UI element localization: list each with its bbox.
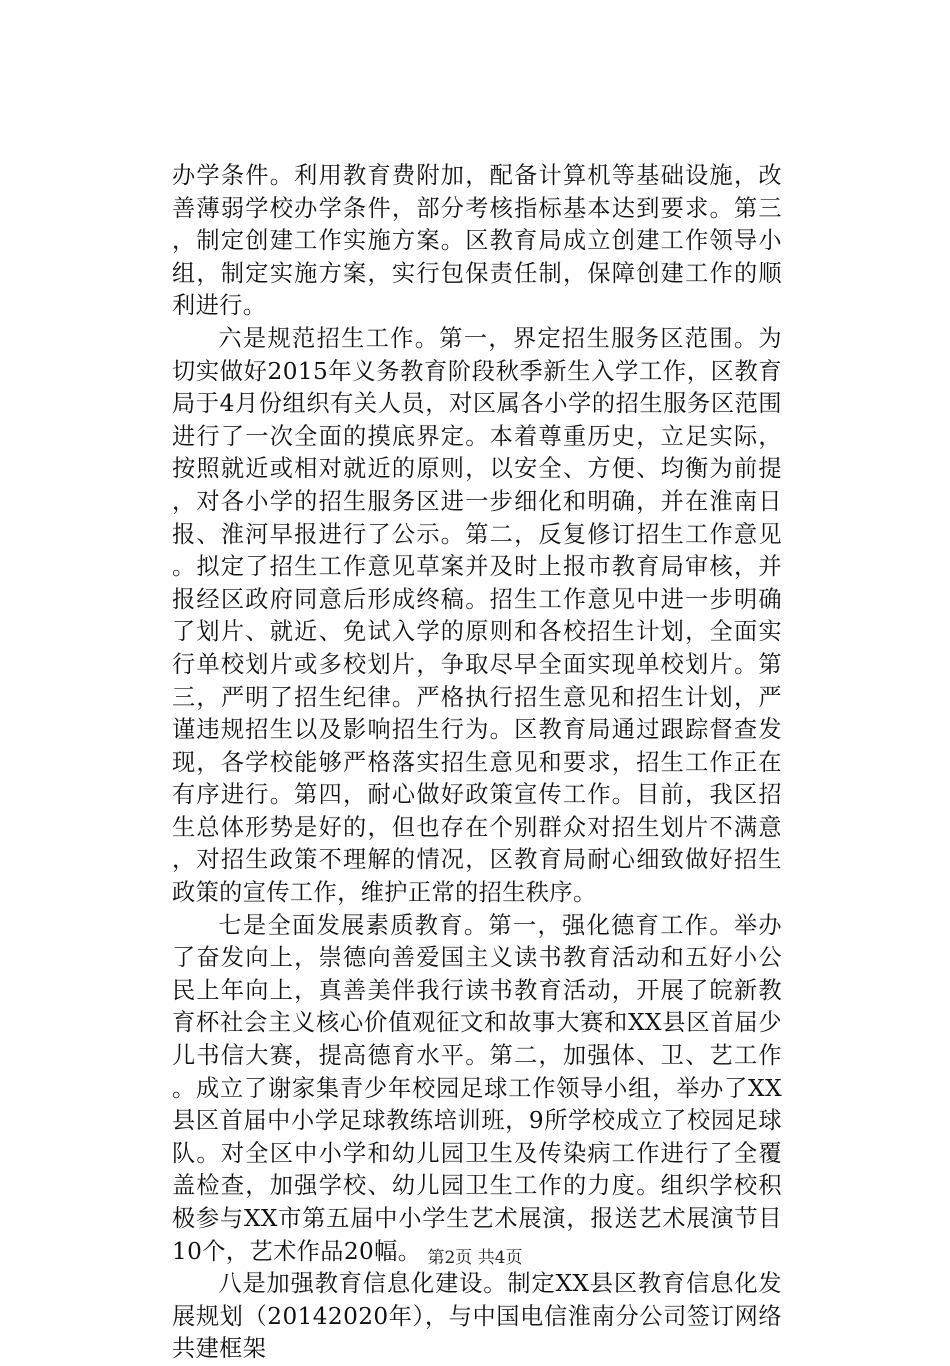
paragraph-1: 办学条件。利用教育费附加，配备计算机等基础设施，改善薄弱学校办学条件，部分考核指标基本达到要求。第三，制定创建工作实施方案。区教育局成立创建工作领导小组，制定实施方案，实行包保责任制，保障创建工作的顺利进行。 <box>172 162 782 320</box>
page-footer: 第2页 共4页 <box>427 1248 523 1268</box>
document-body <box>172 160 782 1366</box>
paragraph-2: 六是规范招生工作。第一，界定招生服务区范围。为切实做好2015年义务教育阶段秋季新生入学工作，区教育局于4月份组织有关人员，对区属各小学的招生服务区范围进行了一次全面的摸底界定。本着尊重历史，立足实际，按照就近或相对就近的原则，以安全、方便、均衡为前提，对各小学的招生服务区进一步细化和明确，并在淮南日报、淮河早报进行了公示。第二，反复修订招生工作意见。拟定了招生工作意见草案并及时上报市教育局审核，并报经区政府同意后形成终稿。招生工作意见中进一步明确了划片、就近、免试入学的原则和各校招生计划，全面实行单校划片或多校划片，争取尽早全面实现单校划片。第三，严明了招生纪律。严格执行招生意见和招生计划，严谨违规招生以及影响招生行为。区教育局通过跟踪督查发现，各学校能够严格落实招生意见和要求，招生工作正在有序进行。第四，耐心做好政策宣传工作。目前，我区招生总体形势是好的，但也存在个别群众对招生划片不满意，对招生政策不理解的情况，区教育局耐心细致做好招生政策的宣传工作，维护正常的招生秩序。 <box>172 324 782 907</box>
paragraph-3: 七是全面发展素质教育。第一，强化德育工作。举办了奋发向上，崇德向善爱国主义读书教育活动和五好小公民上年向上，真善美伴我行读书教育活动，开展了皖新教育杯社会主义核心价值观征文和故事大赛和XX县区首届少儿书信大赛，提高德育水平。第二，加强体、卫、艺工作。成立了谢家集青少年校园足球工作领导小组，举办了XX县区首届中小学足球教练培训班，9所学校成立了校园足球队。对全区中小学和幼儿园卫生及传染病工作进行了全覆盖检查，加强学校、幼儿园卫生工作的力度。组织学校积极参与XX市第五届中小学生艺术展演，报送艺术展演节目10个，艺术作品20幅。 <box>172 911 782 1265</box>
paragraph-4: 八是加强教育信息化建设。制定XX县区教育信息化发展规划（20142020年），与中国电信淮南分公司签订网络共建框架 <box>172 1270 782 1363</box>
